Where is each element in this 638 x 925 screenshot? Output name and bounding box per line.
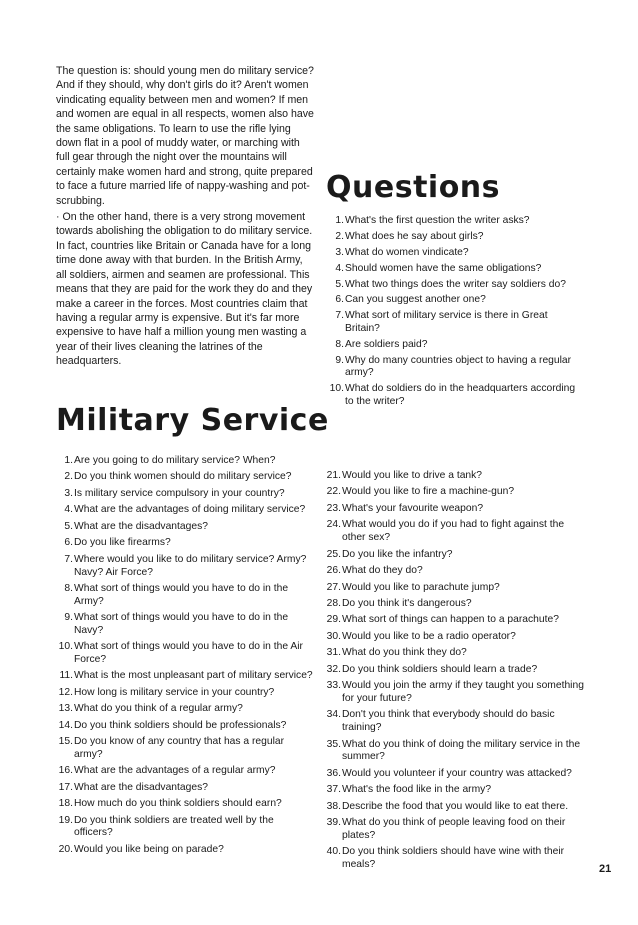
item-text: What two things does the writer say soldiers do? bbox=[345, 278, 566, 290]
item-text: What do soldiers do in the headquarters according to the writer? bbox=[345, 383, 576, 407]
item-number: 7. bbox=[64, 553, 73, 565]
item-number: 27. bbox=[326, 581, 341, 593]
item-number: 32. bbox=[326, 663, 341, 675]
item-number: 37. bbox=[326, 784, 341, 796]
list-item bbox=[322, 486, 584, 499]
list-item bbox=[322, 801, 584, 814]
list-item bbox=[322, 549, 584, 562]
item-number: 6. bbox=[335, 294, 344, 306]
list-item bbox=[54, 815, 314, 840]
item-number: 30. bbox=[326, 630, 341, 642]
item-text: What do you think of a regular army? bbox=[74, 703, 243, 715]
item-text: Can you suggest another one? bbox=[345, 294, 486, 306]
list-item bbox=[325, 279, 585, 292]
questions-heading: Questions bbox=[326, 170, 501, 205]
item-text: What's your favourite weapon? bbox=[342, 502, 484, 514]
item-text: Describe the food that you would like to eat there. bbox=[342, 800, 569, 812]
item-text: What's the first question the writer asks? bbox=[345, 215, 530, 226]
list-item bbox=[54, 670, 314, 683]
list-item bbox=[325, 231, 585, 244]
item-text: Would you like to fire a machine-gun? bbox=[342, 486, 515, 498]
list-item bbox=[325, 339, 585, 352]
item-text: What do you think they do? bbox=[342, 647, 467, 659]
item-text: What are the advantages of a regular army? bbox=[74, 765, 276, 777]
item-text: Should women have the same obligations? bbox=[345, 262, 542, 274]
list-item bbox=[322, 846, 584, 871]
item-number: 20. bbox=[58, 843, 73, 855]
item-number: 8. bbox=[335, 338, 344, 350]
item-text: What's the food like in the army? bbox=[342, 784, 492, 796]
item-text: What sort of things would you have to do in the Navy? bbox=[74, 612, 289, 636]
list-item bbox=[54, 736, 314, 761]
questions-list bbox=[325, 215, 585, 412]
item-number: 5. bbox=[64, 520, 73, 532]
military-questions-left bbox=[54, 455, 314, 860]
list-item bbox=[54, 703, 314, 716]
item-text: Would you like being on parade? bbox=[74, 843, 224, 855]
list-item bbox=[322, 784, 584, 797]
intro-text bbox=[56, 64, 314, 371]
list-item bbox=[54, 471, 314, 484]
item-number: 31. bbox=[326, 647, 341, 659]
item-text: What would you do if you had to fight against the other sex? bbox=[342, 519, 565, 544]
intro-paragraph-2: · On the other hand, there is a very strong movement towards abolishing the obligation to do military service. In fact, countries like Britain or Canada have for a long time done away with that burden. In the British Army, all soldiers, airmen and seamen are professional. This means that they are paid for the work they do and they make a career in the forces. Most countries claim that having a regular army is expensive. But it's far more expensive to have half a million young men wasting a year of their lives cleaning the latrines of the headquarters. bbox=[56, 211, 313, 368]
item-text: Is military service compulsory in your country? bbox=[74, 487, 285, 499]
item-text: What sort of things would you have to do in the Air Force? bbox=[74, 641, 303, 665]
item-text: Would you like to parachute jump? bbox=[342, 581, 500, 593]
item-number: 29. bbox=[326, 614, 341, 626]
item-number: 5. bbox=[335, 278, 344, 290]
item-number: 33. bbox=[326, 680, 341, 692]
item-text: What do they do? bbox=[342, 565, 423, 577]
item-number: 6. bbox=[64, 537, 73, 549]
list-item bbox=[54, 798, 314, 811]
item-number: 16. bbox=[58, 765, 73, 777]
list-item bbox=[325, 215, 585, 228]
item-text: What sort of military service is there in Great Britain? bbox=[345, 310, 548, 334]
item-number: 7. bbox=[335, 310, 344, 322]
item-text: Do you know of any country that has a regular army? bbox=[74, 736, 285, 760]
item-number: 9. bbox=[64, 612, 73, 624]
item-text: What do women vindicate? bbox=[345, 246, 469, 258]
list-item bbox=[325, 310, 585, 335]
item-number: 2. bbox=[64, 471, 73, 483]
item-number: 11. bbox=[59, 670, 73, 682]
item-number: 10. bbox=[58, 641, 73, 653]
item-text: Would you volunteer if your country was attacked? bbox=[342, 767, 572, 779]
item-number: 38. bbox=[326, 800, 341, 812]
military-service-heading: Military Service bbox=[56, 403, 329, 438]
item-number: 8. bbox=[64, 582, 73, 594]
list-item bbox=[322, 565, 584, 578]
item-text: What do you think of people leaving food on their plates? bbox=[342, 817, 566, 841]
list-item bbox=[322, 598, 584, 611]
item-text: What are the disadvantages? bbox=[74, 520, 208, 532]
item-text: What is the most unpleasant part of military service? bbox=[74, 670, 313, 682]
item-number: 4. bbox=[64, 504, 73, 516]
list-item bbox=[54, 612, 314, 637]
list-item bbox=[322, 582, 584, 595]
list-item bbox=[54, 537, 314, 550]
item-text: What are the advantages of doing military service? bbox=[74, 504, 306, 516]
item-text: Do you think women should do military service? bbox=[74, 471, 292, 483]
list-item bbox=[322, 768, 584, 781]
item-text: Do you like firearms? bbox=[74, 537, 171, 549]
list-item bbox=[54, 521, 314, 534]
item-number: 35. bbox=[326, 738, 341, 750]
item-number: 21. bbox=[326, 470, 341, 481]
item-text: Do you think soldiers should have wine with their meals? bbox=[342, 846, 565, 870]
list-item bbox=[54, 554, 314, 579]
list-item bbox=[322, 470, 584, 483]
list-item bbox=[322, 680, 584, 705]
list-item bbox=[322, 817, 584, 842]
list-item bbox=[54, 488, 314, 501]
item-text: What sort of things can happen to a parachute? bbox=[342, 614, 559, 626]
item-number: 18. bbox=[58, 798, 73, 810]
list-item bbox=[325, 247, 585, 260]
item-text: Do you think soldiers should be professionals? bbox=[74, 719, 287, 731]
list-item bbox=[54, 782, 314, 795]
page-number: 21 bbox=[599, 863, 612, 875]
list-item bbox=[54, 765, 314, 778]
military-questions-right bbox=[322, 470, 584, 875]
item-number: 2. bbox=[335, 230, 344, 242]
item-text: What are the disadvantages? bbox=[74, 781, 208, 793]
list-item bbox=[54, 583, 314, 608]
item-text: Are soldiers paid? bbox=[345, 338, 428, 350]
item-number: 3. bbox=[335, 246, 344, 258]
list-item bbox=[54, 641, 314, 666]
list-item bbox=[325, 383, 585, 408]
list-item bbox=[54, 504, 314, 517]
list-item bbox=[322, 631, 584, 644]
list-item bbox=[54, 720, 314, 733]
list-item bbox=[322, 614, 584, 627]
item-text: Do you think it's dangerous? bbox=[342, 597, 472, 609]
item-number: 14. bbox=[58, 719, 73, 731]
item-number: 40. bbox=[326, 846, 341, 858]
item-text: Would you join the army if they taught you something for your future? bbox=[342, 680, 584, 704]
item-number: 23. bbox=[326, 502, 341, 514]
item-text: What does he say about girls? bbox=[345, 230, 484, 242]
list-item bbox=[322, 739, 584, 764]
item-number: 24. bbox=[326, 519, 341, 531]
item-text: Would you like to be a radio operator? bbox=[342, 630, 516, 642]
list-item bbox=[322, 647, 584, 660]
list-item bbox=[325, 263, 585, 276]
item-number: 22. bbox=[326, 486, 341, 498]
item-number: 26. bbox=[326, 565, 341, 577]
list-item bbox=[325, 294, 585, 307]
item-number: 28. bbox=[326, 597, 341, 609]
item-number: 12. bbox=[58, 686, 73, 698]
item-number: 1. bbox=[64, 455, 73, 466]
item-text: Do you think soldiers are treated well by the officers? bbox=[74, 814, 274, 839]
list-item bbox=[322, 519, 584, 544]
item-number: 19. bbox=[58, 814, 73, 826]
item-number: 4. bbox=[335, 262, 344, 274]
intro-paragraph-1: The question is: should young men do military service? And if they should, why don't girls do it? Aren't women vindicating equality between men and women? If men and women are equal in all respects, women also have the same obligations. To learn to use the rifle lying down flat in a pool of muddy water, or marching with full gear through the night over the mountains will certainly make women hard and strong, quite prepared to face a future married life of nappy-washing and pot-scrubbing. bbox=[56, 65, 314, 207]
item-text: Don't you think that everybody should do basic training? bbox=[342, 709, 555, 734]
list-item bbox=[54, 687, 314, 700]
item-number: 1. bbox=[335, 215, 344, 226]
item-number: 9. bbox=[335, 354, 344, 366]
item-number: 39. bbox=[326, 817, 341, 829]
item-text: Would you like to drive a tank? bbox=[342, 470, 483, 481]
list-item bbox=[322, 709, 584, 734]
item-number: 34. bbox=[326, 709, 341, 721]
item-number: 25. bbox=[326, 548, 341, 560]
item-text: How long is military service in your country? bbox=[74, 686, 275, 698]
item-number: 13. bbox=[58, 703, 73, 715]
list-item bbox=[322, 664, 584, 677]
item-text: Where would you like to do military service? Army? Navy? Air Force? bbox=[74, 553, 307, 578]
item-text: Do you like the infantry? bbox=[342, 548, 453, 560]
item-number: 3. bbox=[64, 487, 73, 499]
item-text: How much do you think soldiers should earn? bbox=[74, 798, 282, 810]
item-text: Do you think soldiers should learn a trade? bbox=[342, 663, 538, 675]
list-item bbox=[54, 455, 314, 468]
list-item bbox=[325, 355, 585, 380]
item-text: What sort of things would you have to do in the Army? bbox=[74, 582, 289, 607]
item-number: 10. bbox=[329, 383, 344, 395]
item-text: Are you going to do military service? When? bbox=[74, 455, 276, 466]
item-text: Why do many countries object to having a regular army? bbox=[345, 354, 572, 379]
list-item bbox=[322, 503, 584, 516]
item-number: 15. bbox=[58, 736, 73, 748]
item-number: 17. bbox=[58, 781, 73, 793]
item-text: What do you think of doing the military service in the summer? bbox=[342, 738, 581, 763]
item-number: 36. bbox=[326, 767, 341, 779]
list-item bbox=[54, 844, 314, 857]
